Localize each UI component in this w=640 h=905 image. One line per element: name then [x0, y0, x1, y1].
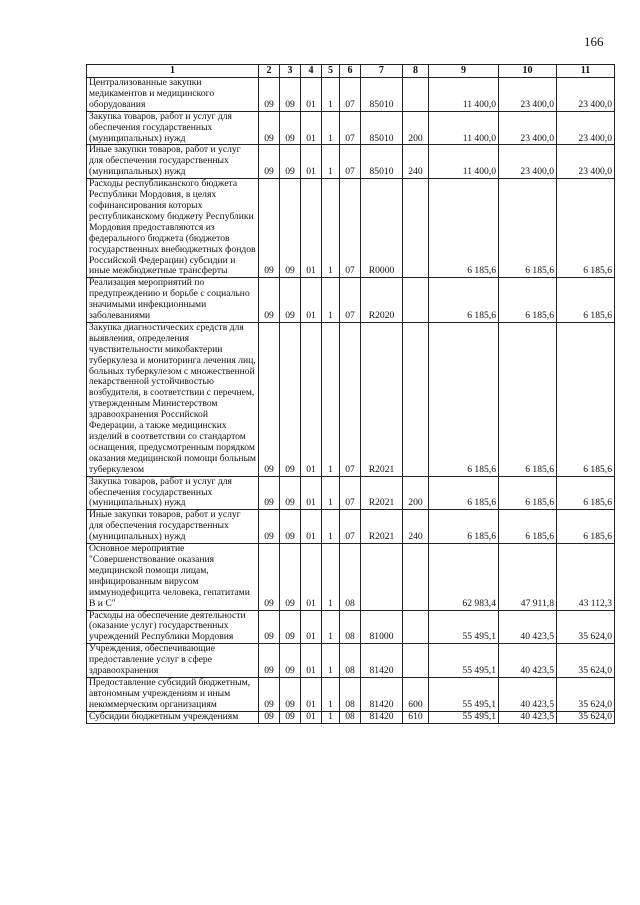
code-cell: 09: [280, 78, 301, 112]
code-cell: 09: [259, 476, 280, 510]
amount-cell: 6 185,6: [557, 322, 615, 476]
code-cell: 09: [259, 677, 280, 711]
table-row: [87, 145, 615, 179]
column-header: 10: [499, 65, 557, 78]
code-cell: R2020: [361, 278, 403, 323]
amount-cell: 23 400,0: [499, 78, 557, 112]
amount-cell: 6 185,6: [429, 278, 499, 323]
amount-cell: 6 185,6: [429, 510, 499, 544]
code-cell: [403, 179, 429, 278]
budget-table: [86, 64, 615, 724]
code-cell: 85010: [361, 78, 403, 112]
code-cell: 1: [322, 278, 340, 323]
amount-cell: 55 495,1: [429, 711, 499, 723]
row-name: Субсидии бюджетным учреждениям: [87, 711, 259, 723]
code-cell: 01: [301, 278, 322, 323]
code-cell: 01: [301, 145, 322, 179]
amount-cell: 23 400,0: [557, 145, 615, 179]
code-cell: 09: [280, 544, 301, 610]
code-cell: 08: [340, 711, 361, 723]
code-cell: [403, 278, 429, 323]
code-cell: 09: [280, 111, 301, 145]
row-name: Расходы на обеспечение деятельности (оказание услуг) государственных учреждений Республики Мордовия: [87, 610, 259, 644]
row-name: Предоставление субсидий бюджетным, автономным учреждениям и иным некоммерческим организациям: [87, 677, 259, 711]
code-cell: 07: [340, 476, 361, 510]
code-cell: 81420: [361, 677, 403, 711]
code-cell: 01: [301, 111, 322, 145]
table-row: [87, 78, 615, 112]
amount-cell: 23 400,0: [499, 145, 557, 179]
code-cell: 1: [322, 544, 340, 610]
table-row: [87, 610, 615, 644]
amount-cell: 6 185,6: [429, 179, 499, 278]
column-header: 4: [301, 65, 322, 78]
row-name: Расходы республиканского бюджета Республики Мордовия, в целях софинансирования которых республиканскому бюджету Республики Мордовия предоставляются из федерального бюджета (бюджетов государственных внебюджетных фондов Российской Федерации) субсидии и иные межбюджетные трансферты: [87, 179, 259, 278]
code-cell: 85010: [361, 111, 403, 145]
amount-cell: 35 624,0: [557, 677, 615, 711]
table-row: [87, 510, 615, 544]
code-cell: 200: [403, 111, 429, 145]
code-cell: 01: [301, 78, 322, 112]
amount-cell: 55 495,1: [429, 610, 499, 644]
amount-cell: 23 400,0: [557, 78, 615, 112]
code-cell: 1: [322, 644, 340, 678]
code-cell: 01: [301, 510, 322, 544]
table-row: [87, 278, 615, 323]
column-header: 9: [429, 65, 499, 78]
code-cell: 07: [340, 145, 361, 179]
code-cell: 01: [301, 711, 322, 723]
code-cell: 85010: [361, 145, 403, 179]
table-row: [87, 677, 615, 711]
code-cell: [361, 544, 403, 610]
code-cell: 08: [340, 644, 361, 678]
code-cell: 1: [322, 78, 340, 112]
amount-cell: 23 400,0: [499, 111, 557, 145]
row-name: Учреждения, обеспечивающие предоставление услуг в сфере здравоохранения: [87, 644, 259, 678]
code-cell: 1: [322, 476, 340, 510]
code-cell: 600: [403, 677, 429, 711]
code-cell: 09: [280, 711, 301, 723]
page-number: 166: [584, 34, 604, 49]
column-header: 6: [340, 65, 361, 78]
code-cell: 08: [340, 610, 361, 644]
code-cell: 07: [340, 111, 361, 145]
amount-cell: 11 400,0: [429, 111, 499, 145]
amount-cell: 35 624,0: [557, 610, 615, 644]
amount-cell: 43 112,3: [557, 544, 615, 610]
code-cell: 09: [259, 179, 280, 278]
code-cell: 1: [322, 322, 340, 476]
code-cell: 07: [340, 179, 361, 278]
code-cell: 09: [259, 322, 280, 476]
code-cell: R2021: [361, 322, 403, 476]
code-cell: 07: [340, 78, 361, 112]
amount-cell: 40 423,5: [499, 711, 557, 723]
code-cell: [403, 322, 429, 476]
code-cell: [403, 544, 429, 610]
amount-cell: 40 423,5: [499, 610, 557, 644]
amount-cell: 6 185,6: [557, 179, 615, 278]
column-header: 11: [557, 65, 615, 78]
amount-cell: 6 185,6: [557, 278, 615, 323]
code-cell: 01: [301, 476, 322, 510]
table-body: [87, 78, 615, 724]
code-cell: 01: [301, 644, 322, 678]
code-cell: 09: [280, 610, 301, 644]
column-header: 3: [280, 65, 301, 78]
code-cell: 1: [322, 510, 340, 544]
code-cell: 09: [259, 510, 280, 544]
amount-cell: 6 185,6: [499, 510, 557, 544]
code-cell: 09: [280, 644, 301, 678]
column-header: 7: [361, 65, 403, 78]
table-row: [87, 544, 615, 610]
amount-cell: 23 400,0: [557, 111, 615, 145]
amount-cell: 62 983,4: [429, 544, 499, 610]
code-cell: 09: [280, 677, 301, 711]
code-cell: 09: [280, 322, 301, 476]
row-name: Основное мероприятие "Совершенствование оказания медицинской помощи лицам, инфицированным вирусом иммунодефицита человека, гепатитами В и С": [87, 544, 259, 610]
code-cell: R2021: [361, 510, 403, 544]
amount-cell: 11 400,0: [429, 145, 499, 179]
table-row: [87, 111, 615, 145]
amount-cell: 47 911,8: [499, 544, 557, 610]
code-cell: 610: [403, 711, 429, 723]
amount-cell: 55 495,1: [429, 644, 499, 678]
code-cell: 200: [403, 476, 429, 510]
amount-cell: 40 423,5: [499, 644, 557, 678]
code-cell: 09: [259, 145, 280, 179]
code-cell: 01: [301, 179, 322, 278]
column-header: 5: [322, 65, 340, 78]
code-cell: 1: [322, 677, 340, 711]
code-cell: 81420: [361, 711, 403, 723]
table-row: [87, 644, 615, 678]
row-name: Реализация мероприятий по предупреждению и борьбе с социально значимыми инфекционными заболеваниями: [87, 278, 259, 323]
amount-cell: 6 185,6: [557, 510, 615, 544]
code-cell: 09: [259, 610, 280, 644]
code-cell: 09: [259, 78, 280, 112]
amount-cell: 6 185,6: [499, 179, 557, 278]
code-cell: 81420: [361, 644, 403, 678]
code-cell: 81000: [361, 610, 403, 644]
code-cell: 1: [322, 711, 340, 723]
code-cell: 1: [322, 145, 340, 179]
column-header: 1: [87, 65, 259, 78]
code-cell: 09: [259, 711, 280, 723]
code-cell: 07: [340, 278, 361, 323]
row-name: Централизованные закупки медикаментов и медицинского оборудования: [87, 78, 259, 112]
column-header: 8: [403, 65, 429, 78]
row-name: Закупка товаров, работ и услуг для обеспечения государственных (муниципальных) нужд: [87, 476, 259, 510]
header-row: [87, 65, 615, 78]
code-cell: 09: [280, 510, 301, 544]
code-cell: 240: [403, 510, 429, 544]
code-cell: 08: [340, 544, 361, 610]
code-cell: 09: [259, 278, 280, 323]
table-row: [87, 476, 615, 510]
table-row: [87, 179, 615, 278]
code-cell: 01: [301, 544, 322, 610]
amount-cell: 6 185,6: [499, 322, 557, 476]
code-cell: [403, 78, 429, 112]
code-cell: 09: [259, 644, 280, 678]
table-row: [87, 711, 615, 723]
code-cell: 01: [301, 677, 322, 711]
code-cell: R0000: [361, 179, 403, 278]
amount-cell: 6 185,6: [429, 476, 499, 510]
code-cell: 01: [301, 610, 322, 644]
amount-cell: 6 185,6: [499, 278, 557, 323]
row-name: Иные закупки товаров, работ и услуг для обеспечения государственных (муниципальных) нужд: [87, 510, 259, 544]
code-cell: 240: [403, 145, 429, 179]
code-cell: 08: [340, 677, 361, 711]
code-cell: 07: [340, 322, 361, 476]
row-name: Иные закупки товаров, работ и услуг для обеспечения государственных (муниципальных) нужд: [87, 145, 259, 179]
code-cell: 09: [280, 179, 301, 278]
table-row: [87, 322, 615, 476]
code-cell: 01: [301, 322, 322, 476]
code-cell: 1: [322, 610, 340, 644]
code-cell: 1: [322, 179, 340, 278]
column-header: 2: [259, 65, 280, 78]
code-cell: 09: [259, 111, 280, 145]
amount-cell: 6 185,6: [499, 476, 557, 510]
code-cell: 07: [340, 510, 361, 544]
row-name: Закупка товаров, работ и услуг для обеспечения государственных (муниципальных) нужд: [87, 111, 259, 145]
amount-cell: 35 624,0: [557, 711, 615, 723]
code-cell: [403, 644, 429, 678]
code-cell: 1: [322, 111, 340, 145]
amount-cell: 11 400,0: [429, 78, 499, 112]
code-cell: 09: [280, 476, 301, 510]
row-name: Закупка диагностических средств для выявления, определения чувствительности микобактерии туберкулеза и мониторинга лечения лиц, больных туберкулезом с множественной лекарственной устойчивостью возбудителя, в соответствии с перечнем, утвержденным Министерством здравоохранения Российской Федерации, а также медицинских изделий в соответствии со стандартом оснащения, предусмотренным порядком оказания медицинской помощи больным туберкулезом: [87, 322, 259, 476]
amount-cell: 40 423,5: [499, 677, 557, 711]
amount-cell: 35 624,0: [557, 644, 615, 678]
code-cell: 09: [259, 544, 280, 610]
code-cell: 09: [280, 278, 301, 323]
code-cell: 09: [280, 145, 301, 179]
code-cell: [403, 610, 429, 644]
code-cell: R2021: [361, 476, 403, 510]
amount-cell: 6 185,6: [557, 476, 615, 510]
amount-cell: 6 185,6: [429, 322, 499, 476]
amount-cell: 55 495,1: [429, 677, 499, 711]
